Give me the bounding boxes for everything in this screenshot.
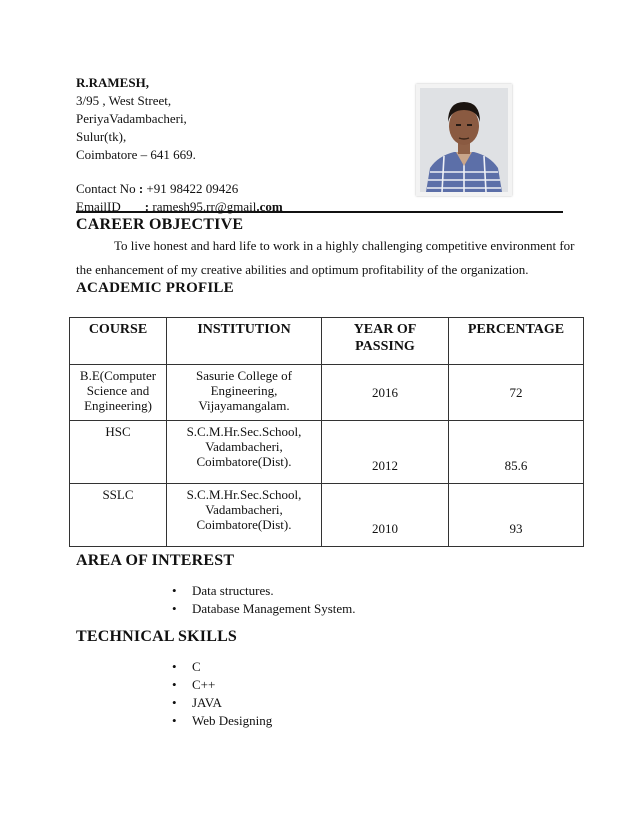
academic-profile-heading: ACADEMIC PROFILE <box>76 280 234 296</box>
cell-course: HSC <box>70 421 167 484</box>
email-label: EmailID <box>76 199 121 214</box>
list-item: • Data structures. <box>0 582 356 600</box>
contact-separator: : <box>138 181 144 196</box>
applicant-name: R.RAMESH, <box>76 75 149 90</box>
interest-list <box>0 582 356 618</box>
applicant-photo <box>416 84 512 196</box>
portrait-image <box>420 88 508 192</box>
career-objective-text <box>76 234 575 282</box>
header-divider <box>76 211 563 213</box>
academic-table <box>69 317 584 547</box>
cell-percentage: 93 <box>449 484 584 547</box>
list-item: • Web Designing <box>0 712 272 730</box>
contact-label: Contact No <box>76 181 136 196</box>
cell-percentage: 72 <box>449 365 584 421</box>
table-header-row <box>70 318 584 365</box>
skills-list <box>0 658 272 730</box>
column-header-course: COURSE <box>70 318 167 365</box>
column-header-institution: INSTITUTION <box>167 318 322 365</box>
column-header-year: YEAR OF PASSING <box>322 318 449 365</box>
address-line: PeriyaVadambacheri, <box>76 111 187 126</box>
area-of-interest-heading: AREA OF INTEREST <box>76 552 235 569</box>
table-row <box>70 484 584 547</box>
address-line: 3/95 , West Street, <box>76 93 172 108</box>
cell-year: 2010 <box>322 484 449 547</box>
cell-institution: S.C.M.Hr.Sec.School, Vadambacheri, Coimbatore(Dist). <box>167 421 322 484</box>
email-value: ramesh95.rr@gmail <box>152 199 257 214</box>
table-row <box>70 421 584 484</box>
address-line: Coimbatore – 641 669. <box>76 147 196 162</box>
technical-skills-heading: TECHNICAL SKILLS <box>76 628 238 645</box>
contact-block <box>76 74 283 216</box>
cell-year: 2016 <box>322 365 449 421</box>
table-row <box>70 365 584 421</box>
contact-value: +91 98422 09426 <box>146 181 239 196</box>
cell-course: SSLC <box>70 484 167 547</box>
cell-institution: Sasurie College of Engineering, Vijayamangalam. <box>167 365 322 421</box>
cell-percentage: 85.6 <box>449 421 584 484</box>
career-objective-heading: CAREER OBJECTIVE <box>76 216 244 233</box>
email-separator: : <box>144 199 150 214</box>
objective-line: the enhancement of my creative abilities and optimum profitability of the organization. <box>76 262 529 277</box>
email-address <box>76 198 283 216</box>
column-header-percentage: PERCENTAGE <box>449 318 584 365</box>
list-item: • Database Management System. <box>0 600 356 618</box>
cell-year: 2012 <box>322 421 449 484</box>
email-suffix: .com <box>256 199 283 214</box>
contact-number <box>76 180 283 198</box>
cell-course: B.E(Computer Science and Engineering) <box>70 365 167 421</box>
list-item: • C <box>0 658 272 676</box>
objective-line: To live honest and hard life to work in a highly challenging competitive environment for <box>114 238 575 253</box>
address-line: Sulur(tk), <box>76 129 127 144</box>
cell-institution: S.C.M.Hr.Sec.School, Vadambacheri, Coimbatore(Dist). <box>167 484 322 547</box>
list-item: • C++ <box>0 676 272 694</box>
list-item: • JAVA <box>0 694 272 712</box>
